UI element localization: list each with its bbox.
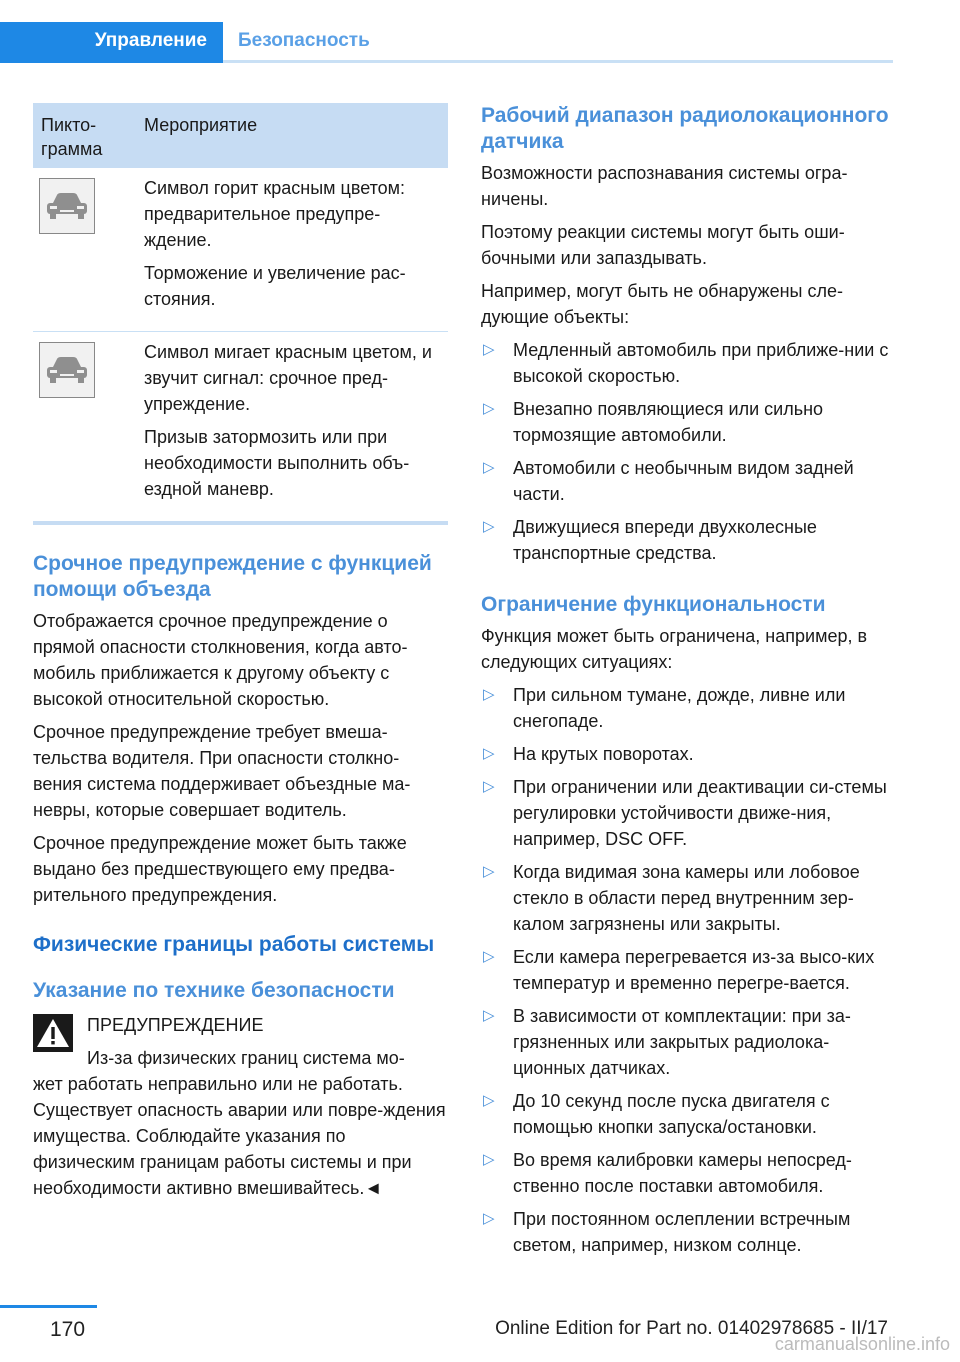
table-cell-text: Символ мигает красным цветом, и звучит сигнал: срочное пред-упреждение. bbox=[144, 342, 432, 414]
paragraph: Срочное предупреждение может быть также выдано без предшествующего ему предва-рительного предупреждения. bbox=[33, 833, 407, 905]
section-title: Физические границы работы системы bbox=[33, 933, 435, 956]
edition-text: Online Edition for Part no. 01402978685 - II/17 bbox=[495, 1318, 888, 1339]
list-item: ▷ Движущиеся впереди двухколесные транспортные средства. bbox=[481, 514, 893, 566]
section-title: Срочное предупреждение с функцией помощи объезда bbox=[33, 552, 432, 601]
list-item: ▷ Когда видимая зона камеры или лобовое стекло в области перед внутренним зер-калом загрязнены или закрыты. bbox=[481, 859, 893, 937]
bullet-triangle-icon: ▷ bbox=[483, 863, 495, 880]
page-number: 170 bbox=[50, 1318, 86, 1341]
bullet-list bbox=[481, 337, 893, 566]
bullet-triangle-icon: ▷ bbox=[483, 948, 495, 965]
section-title: Указание по технике безопасности bbox=[33, 979, 395, 1002]
paragraph: Поэтому реакции системы могут быть оши-бочными или запаздывать. bbox=[481, 222, 845, 268]
list-item: ▷ При постоянном ослеплении встречным светом, например, низком солнце. bbox=[481, 1206, 893, 1258]
paragraph: Срочное предупреждение требует вмеша-тельства водителя. При опасности столкно-вения система поддерживает объездные ма-невры, которые совершает водитель. bbox=[33, 722, 411, 820]
section-radar-range bbox=[481, 103, 893, 566]
section-safety-note bbox=[33, 978, 448, 1201]
watermark: carmanualsonline.info bbox=[774, 1334, 950, 1354]
tab-control[interactable]: Управление bbox=[0, 22, 223, 60]
paragraph: Возможности распознавания системы огра-ничены. bbox=[481, 163, 848, 209]
paragraph: Функция может быть ограничена, например, в следующих ситуациях: bbox=[481, 626, 868, 672]
right-column bbox=[481, 103, 893, 1258]
section-title: Ограничение функциональности bbox=[481, 593, 826, 616]
left-column bbox=[33, 103, 448, 1201]
bullet-triangle-icon: ▷ bbox=[483, 745, 495, 762]
bullet-triangle-icon: ▷ bbox=[483, 1007, 495, 1024]
bullet-triangle-icon: ▷ bbox=[483, 686, 495, 703]
section-title: Рабочий диапазон радиолокационного датчика bbox=[481, 104, 889, 153]
bullet-triangle-icon: ▷ bbox=[483, 1151, 495, 1168]
page-header bbox=[0, 0, 960, 66]
list-item: ▷ Автомобили с необычным видом задней части. bbox=[481, 455, 893, 507]
paragraph: Например, могут быть не обнаружены сле-дующие объекты: bbox=[481, 281, 843, 327]
warning-text: Из-за физических границ система мо- bbox=[87, 1048, 405, 1068]
table-header-row bbox=[33, 103, 448, 168]
list-item: ▷ На крутых поворотах. bbox=[481, 741, 893, 767]
list-item: ▷ В зависимости от комплектации: при за-грязненных или закрытых радиолока-ционных датчиках. bbox=[481, 1003, 893, 1081]
section-physical-limits bbox=[33, 932, 448, 958]
section-function-limits bbox=[481, 592, 893, 1258]
paragraph: Отображается срочное предупреждение о прямой опасности столкновения, когда авто-мобиль приближается к другому объекту с высокой относительной скоростью. bbox=[33, 611, 408, 709]
footer-accent-line bbox=[0, 1305, 97, 1308]
list-item: ▷ При ограничении или деактивации си-стемы регулировки устойчивости движе-ния, например, DSC OFF. bbox=[481, 774, 893, 852]
section-urgent-warning bbox=[33, 551, 448, 908]
pictogram-table bbox=[33, 103, 448, 525]
list-item: ▷ Во время калибровки камеры непосред-ственно после поставки автомобиля. bbox=[481, 1147, 893, 1199]
table-header-action: Мероприятие bbox=[144, 115, 258, 135]
table-header-pictogram: Пикто- грамма bbox=[41, 115, 103, 159]
car-warning-icon bbox=[39, 178, 95, 234]
bullet-triangle-icon: ▷ bbox=[483, 1210, 495, 1227]
car-warning-icon bbox=[39, 342, 95, 398]
table-cell-text: Торможение и увеличение рас-стояния. bbox=[144, 263, 406, 309]
list-item: ▷ Медленный автомобиль при приближе-нии с высокой скоростью. bbox=[481, 337, 893, 389]
bullet-triangle-icon: ▷ bbox=[483, 778, 495, 795]
bullet-triangle-icon: ▷ bbox=[483, 341, 495, 358]
list-item: ▷ Если камера перегревается из-за высо-ких температур и временно перегре-вается. bbox=[481, 944, 893, 996]
table-row bbox=[33, 168, 448, 332]
list-item: ▷ Внезапно появляющиеся или сильно тормозящие автомобили. bbox=[481, 396, 893, 448]
bullet-list bbox=[481, 682, 893, 1258]
header-divider-active bbox=[0, 60, 223, 63]
bullet-triangle-icon: ▷ bbox=[483, 518, 495, 535]
tab-safety[interactable]: Безопасность bbox=[238, 30, 370, 51]
bullet-triangle-icon: ▷ bbox=[483, 459, 495, 476]
table-cell-text: Символ горит красным цветом: предварительное предупре-ждение. bbox=[144, 178, 406, 250]
bullet-triangle-icon: ▷ bbox=[483, 1092, 495, 1109]
bullet-triangle-icon: ▷ bbox=[483, 400, 495, 417]
warning-triangle-icon bbox=[33, 1014, 73, 1052]
table-cell-text: Призыв затормозить или при необходимости выполнить объ-ездной маневр. bbox=[144, 427, 410, 499]
list-item: ▷ До 10 секунд после пуска двигателя с помощью кнопки запуска/остановки. bbox=[481, 1088, 893, 1140]
table-row bbox=[33, 332, 448, 524]
warning-label: ПРЕДУПРЕЖДЕНИЕ bbox=[87, 1015, 264, 1035]
list-item: ▷ При сильном тумане, дожде, ливне или снегопаде. bbox=[481, 682, 893, 734]
warning-text-continued: жет работать неправильно или не работать. Существует опасность аварии или повре-ждения имущества. Соблюдайте указания по физическим границам работы системы и при необходимости активно вмешивайтесь.◄ bbox=[33, 1074, 446, 1198]
